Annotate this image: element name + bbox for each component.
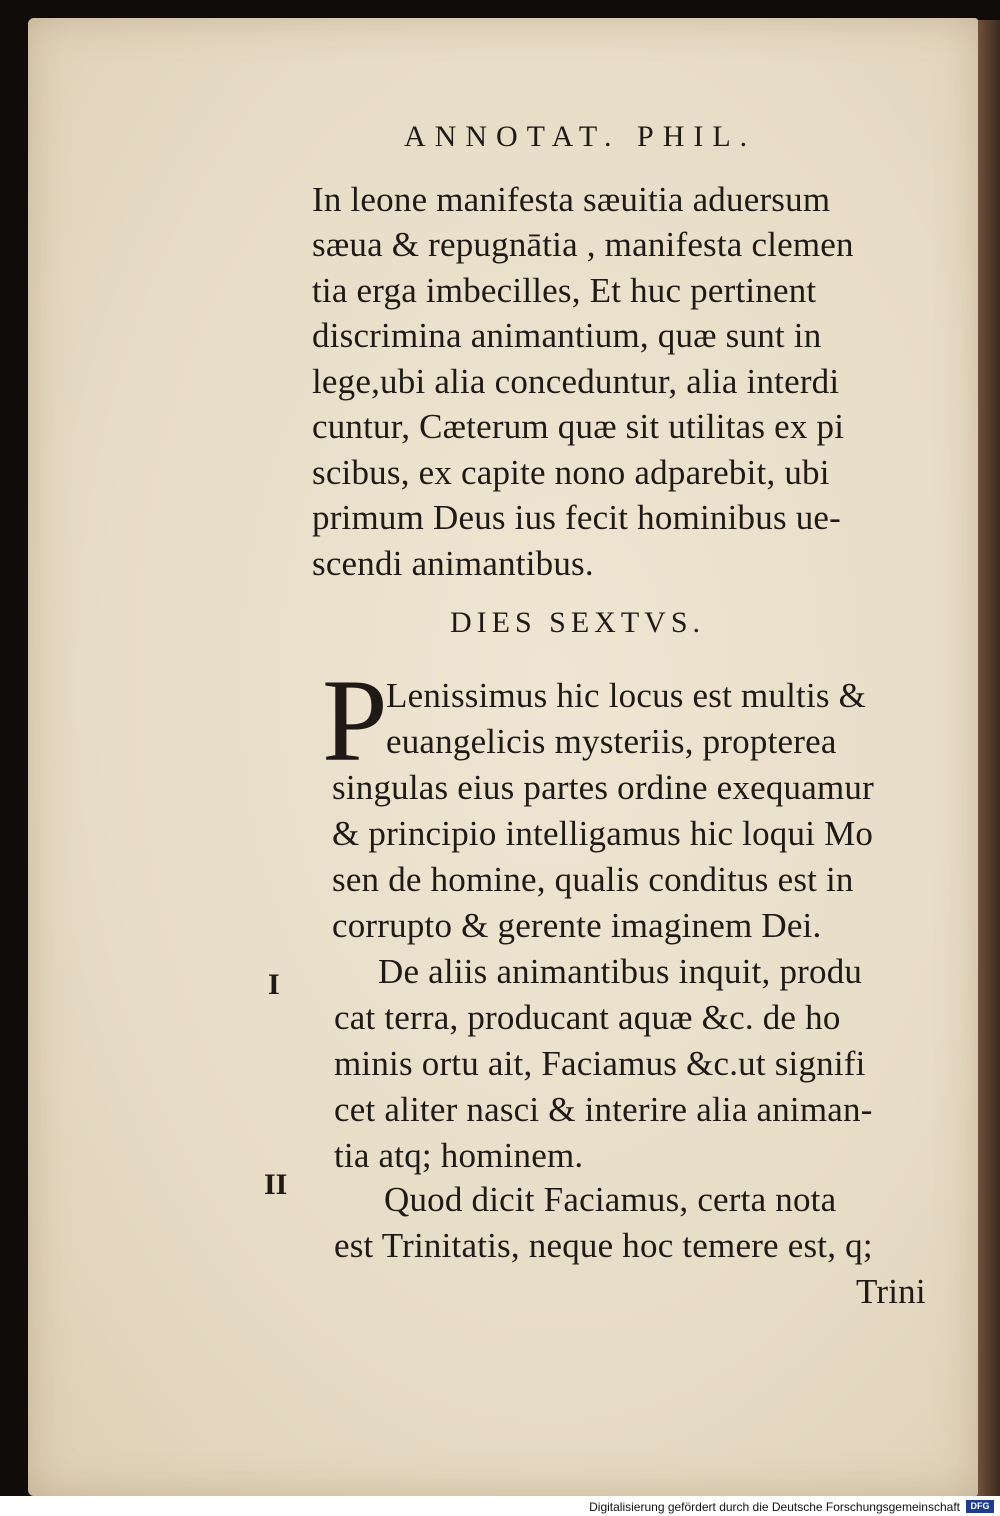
section-title: DIES SEXTVS.: [450, 606, 706, 639]
text-line: euangelicis mysteriis, propterea: [386, 722, 837, 761]
text-line: minis ortu ait, Faciamus &c.ut signifi: [334, 1044, 866, 1083]
catchword: Trini: [856, 1272, 926, 1311]
text-line: discrimina animantium, quæ sunt in: [312, 316, 822, 355]
text-line: scibus, ex capite nono adparebit, ubi: [312, 453, 830, 492]
text-line: primum Deus ius fecit hominibus ue-: [312, 498, 842, 537]
text-line: Lenissimus hic locus est multis &: [386, 676, 867, 715]
text-line: Quod dicit Faciamus, certa nota: [384, 1180, 837, 1219]
text-line: lege,ubi alia conceduntur, alia interdi: [312, 362, 840, 401]
text-line: cuntur, Cæterum quæ sit utilitas ex pi: [312, 407, 845, 446]
text-line: tia atq; hominem.: [334, 1136, 584, 1175]
margin-note-1: I: [268, 968, 280, 1001]
text-line: corrupto & gerente imaginem Dei.: [332, 906, 822, 945]
text-line: est Trinitatis, neque hoc temere est, q;: [334, 1226, 873, 1265]
margin-note-2: II: [264, 1168, 288, 1201]
text-line: In leone manifesta sæuitia aduersum: [312, 180, 831, 219]
running-head: ANNOTAT. PHIL.: [404, 120, 757, 153]
text-line: singulas eius partes ordine exequamur: [332, 768, 874, 807]
text-line: sæua & repugnātia , manifesta clemen: [312, 225, 854, 264]
text-line: cat terra, producant aquæ &c. de ho: [334, 998, 841, 1037]
text-line: scendi animantibus.: [312, 544, 594, 583]
text-line: cet aliter nasci & interire alia animan-: [334, 1090, 873, 1129]
dfg-logo: DFG: [966, 1500, 994, 1513]
text-line: sen de homine, qualis conditus est in: [332, 860, 854, 899]
footer-credit: Digitalisierung gefördert durch die Deutsche Forschungsgemeinschaft: [589, 1500, 960, 1514]
text-line: De aliis animantibus inquit, produ: [378, 952, 863, 991]
drop-cap: P: [322, 655, 388, 786]
text-line: & principio intelligamus hic loqui Mo: [332, 814, 874, 853]
text-line: tia erga imbecilles, Et huc pertinent: [312, 271, 817, 310]
